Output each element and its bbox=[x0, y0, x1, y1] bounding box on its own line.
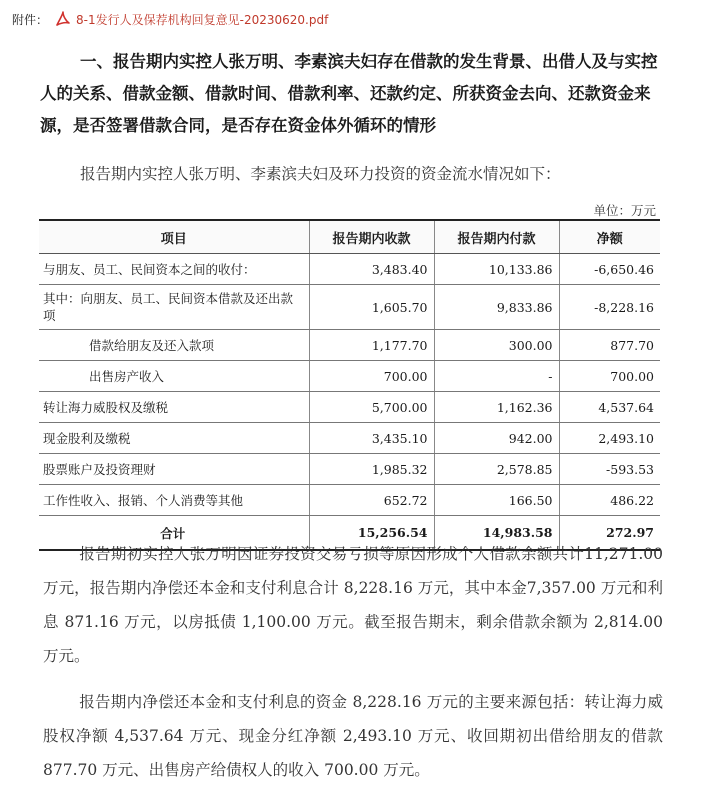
total-payment: 14,983.58 bbox=[434, 516, 559, 551]
section-heading-text: 一、报告期内实控人张万明、李素滨夫妇存在借款的发生背景、出借人及与实控人的关系、借款金额、借款时间、借款利率、还款约定、所获资金去向、还款资金来源，是否签署借款合同，是否存在资金体外循环的情形 bbox=[40, 52, 658, 135]
paragraph-repayment-source bbox=[43, 685, 663, 787]
table-row bbox=[39, 330, 660, 361]
row-net: 486.22 bbox=[559, 485, 660, 516]
row-payment: 300.00 bbox=[434, 330, 559, 361]
row-payment: 942.00 bbox=[434, 423, 559, 454]
row-item: 股票账户及投资理财 bbox=[39, 454, 309, 485]
row-net: -6,650.46 bbox=[559, 254, 660, 285]
row-net: 2,493.10 bbox=[559, 423, 660, 454]
unit-label: 单位：万元 bbox=[593, 203, 656, 218]
pdf-icon[interactable] bbox=[54, 10, 72, 28]
paragraph-loan-balance bbox=[43, 537, 663, 673]
row-payment: 10,133.86 bbox=[434, 254, 559, 285]
paragraph-repayment-source-text: 报告期内净偿还本金和支付利息的资金 8,228.16 万元的主要来源包括：转让海力威股权净额 4,537.64 万元、现金分红净额 2,493.10 万元、收回期初出借给朋友的借款 877.70 万元、出售房产给债权人的收入 700.00 万元。 bbox=[43, 693, 663, 779]
header-net: 净额 bbox=[559, 220, 660, 254]
row-net: 700.00 bbox=[559, 361, 660, 392]
row-income: 1,177.70 bbox=[309, 330, 434, 361]
row-payment: - bbox=[434, 361, 559, 392]
table-row bbox=[39, 454, 660, 485]
table-row bbox=[39, 361, 660, 392]
row-item: 与朋友、员工、民间资本之间的收付： bbox=[39, 254, 309, 285]
table-row bbox=[39, 423, 660, 454]
row-income: 1,985.32 bbox=[309, 454, 434, 485]
row-item: 现金股利及缴税 bbox=[39, 423, 309, 454]
row-payment: 1,162.36 bbox=[434, 392, 559, 423]
row-net: 877.70 bbox=[559, 330, 660, 361]
row-item: 其中：向朋友、员工、民间资本借款及还出款项 bbox=[39, 285, 309, 330]
table-row bbox=[39, 485, 660, 516]
attachment-bar bbox=[12, 8, 328, 30]
row-item: 出售房产收入 bbox=[39, 361, 309, 392]
fund-flow-table bbox=[39, 219, 660, 551]
header-income: 报告期内收款 bbox=[309, 220, 434, 254]
table-row bbox=[39, 254, 660, 285]
section-heading bbox=[40, 46, 670, 142]
table-header-row bbox=[39, 220, 660, 254]
row-income: 5,700.00 bbox=[309, 392, 434, 423]
attachment-link[interactable]: 8-1发行人及保荐机构回复意见-20230620.pdf bbox=[76, 12, 329, 27]
row-income: 1,605.70 bbox=[309, 285, 434, 330]
total-label: 合计 bbox=[39, 516, 309, 551]
row-item: 转让海力威股权及缴税 bbox=[39, 392, 309, 423]
row-income: 700.00 bbox=[309, 361, 434, 392]
total-net: 272.97 bbox=[559, 516, 660, 551]
row-income: 3,483.40 bbox=[309, 254, 434, 285]
row-net: -593.53 bbox=[559, 454, 660, 485]
attachment-label: 附件： bbox=[12, 12, 49, 27]
header-payment: 报告期内付款 bbox=[434, 220, 559, 254]
paragraph-loan-balance-text: 报告期初实控人张万明因证券投资交易亏损等原因形成个人借款余额共计11,271.00 万元，报告期内净偿还本金和支付利息合计 8,228.16 万元，其中本金7,357.00 万元和利息 871.16 万元，以房抵债 1,100.00 万元。截至报告期末，剩余借款余额为 2,814.00 万元。 bbox=[43, 545, 663, 665]
row-payment: 2,578.85 bbox=[434, 454, 559, 485]
row-item: 借款给朋友及还入款项 bbox=[39, 330, 309, 361]
row-income: 3,435.10 bbox=[309, 423, 434, 454]
intro-text: 报告期内实控人张万明、李素滨夫妇及环力投资的资金流水情况如下： bbox=[80, 165, 561, 183]
table-row bbox=[39, 392, 660, 423]
row-net: 4,537.64 bbox=[559, 392, 660, 423]
row-payment: 166.50 bbox=[434, 485, 559, 516]
row-payment: 9,833.86 bbox=[434, 285, 559, 330]
header-item: 项目 bbox=[39, 220, 309, 254]
row-net: -8,228.16 bbox=[559, 285, 660, 330]
table-row bbox=[39, 285, 660, 330]
row-income: 652.72 bbox=[309, 485, 434, 516]
total-income: 15,256.54 bbox=[309, 516, 434, 551]
row-item: 工作性收入、报销、个人消费等其他 bbox=[39, 485, 309, 516]
